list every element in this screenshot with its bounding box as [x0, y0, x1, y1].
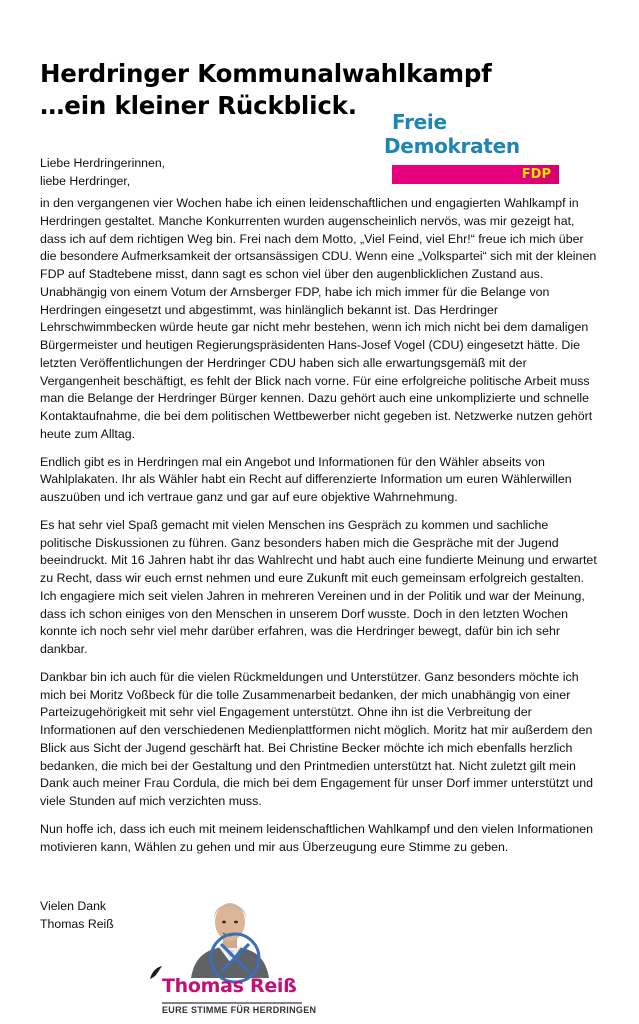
salutation-line-2: liebe Herdringer,: [40, 173, 131, 188]
badge-tagline: EURE STIMME FÜR HERDRINGEN: [162, 1005, 317, 1015]
paragraph-closing-appeal: Nun hoffe ich, dass ich euch mit meinem leidenschaftlichen Wahlkampf und den vielen Informationen motivieren kann, Wählen zu gehen und mir aus Überzeugung eure Stimme zu geben.: [40, 821, 594, 854]
logo-line-1: Freie: [392, 110, 447, 134]
paragraph-thanks: Dankbar bin ich auch für die vielen Rückmeldungen und Unterstützer. Ganz besonders möchte ich mich bei Moritz Voßbeck für die tolle Zusammenarbeit bedanken, der mich unabhängig von einer Parteizugehörigkeit mit sehr viel Engagement unterstützt. Ohne ihn ist die Verbreitung der Informationen auf den verschiedenen Medienplattformen nicht möglich. Moritz hat mir außerdem den Blick aus Sicht der Jugend geschärft hat. Bei Christine Becker möchte ich mich ebenfalls herzlich bedanken, die mich bei der Gestaltung und den Printmedien unterstützt hat. Nicht zuletzt gilt mein Dank auch meiner Frau Cordula, die mich bei dem Engagement für unser Dorf immer unterstützt und viele Stunden auf mich verzichten muss.: [40, 669, 594, 808]
badge-name: Thomas Reiß: [162, 975, 297, 997]
closing-line-1: Vielen Dank: [40, 899, 107, 913]
badge-divider: [162, 1002, 302, 1004]
closing-line-2: Thomas Reiß: [40, 916, 114, 931]
logo-line-2: Demokraten: [384, 134, 520, 158]
fdp-logo: [384, 110, 606, 190]
paragraph-campaign: in den vergangenen vier Wochen habe ich einen leidenschaftlichen und engagierten Wahlkampf in Herdringen gestaltet. Manche Konkurrenten wurden augenscheinlich nervös, was mir gezeigt hat, dass ich auf dem richtigen Weg bin. Frei nach dem Motto, „Viel Feind, viel Ehr!“ freue ich mich über die besondere Aufmerksamkeit der ortsansässigen CDU. Wenn eine „Volkspartei“ sich mit der kleinen FDP auf Stadtebene misst, dann sagt es schon viel über den augenblicklichen Zustand aus. Unabhängig von einem Votum der Arnsberger FDP, habe ich mich immer für die Belange von Herdringen eingesetzt und abgestimmt, was hinlänglich bekannt ist. Das Herdringer Lehrschwimmbecken würde heute gar nicht mehr bestehen, wenn ich mich nicht bei dem damaligen Bürgermeister und heutigen Regierungspräsidenten Hans-Josef Vogel (CDU) eingesetzt hätte. Die letzten Veröffentlichungen der Herdringer CDU haben sich alle erwartungsgemäß mit der Vergangenheit beschäftigt, es fehlt der Blick nach vorne. Für eine erfolgreiche politische Arbeit muss man die Belange der Herdringer Bürger kennen. Dazu gehört auch eine unkomplizierte und schnelle Kontaktaufnahme, die bei dem politischen Wettbewerber nicht gegeben ist. Netzwerke nutzen gehört heute zum Alltag.: [40, 196, 597, 441]
candidate-badge: [152, 975, 317, 1021]
letter-body: [40, 195, 600, 866]
title-line-1: Herdringer Kommunalwahlkampf: [40, 59, 492, 88]
salutation-line-1: Liebe Herdringerinnen,: [40, 156, 166, 170]
paragraph-engagement: Ich engagiere mich seit vielen Jahren in mehreren Vereinen und in der Politik und war der Meinung, dass ich schon einiges von den Menschen in unserem Dorf wusste. Doch in den letzten Wochen konnte ich noch sehr viel mehr darüber erfahren, was die Herdringer bewegt, dafür bin ich sehr dankbar.: [40, 588, 585, 656]
logo-fdp-text: FDP: [521, 167, 551, 182]
salutation: [40, 155, 165, 190]
logo-fdp-bar: [392, 165, 559, 184]
paragraph-information: Endlich gibt es in Herdringen mal ein Angebot und Informationen für den Wähler abseits von Wahlplakaten. Ihr als Wähler habt ein Recht auf differenzierte Information um euren Wählerwillen auszuüben und ich vertraue ganz und gar auf eure objektive Wahrnehmung.: [40, 454, 572, 504]
title-line-2: …ein kleiner Rückblick.: [40, 91, 357, 121]
paragraph-youth: Es hat sehr viel Spaß gemacht mit vielen Menschen ins Gespräch zu kommen und sachliche politische Diskussionen zu führen. Ganz besonders haben mich die Gespräche mit der Jugend beeindruckt. Mit 16 Jahren habt ihr das Wahlrecht und habt auch eine fundierte Meinung und erwartet zu Recht, dass wir euch ernst nehmen und eure Zukunft mit euch gemeinsam erfolgreich gestalten.: [40, 517, 597, 585]
signature: [40, 898, 114, 933]
